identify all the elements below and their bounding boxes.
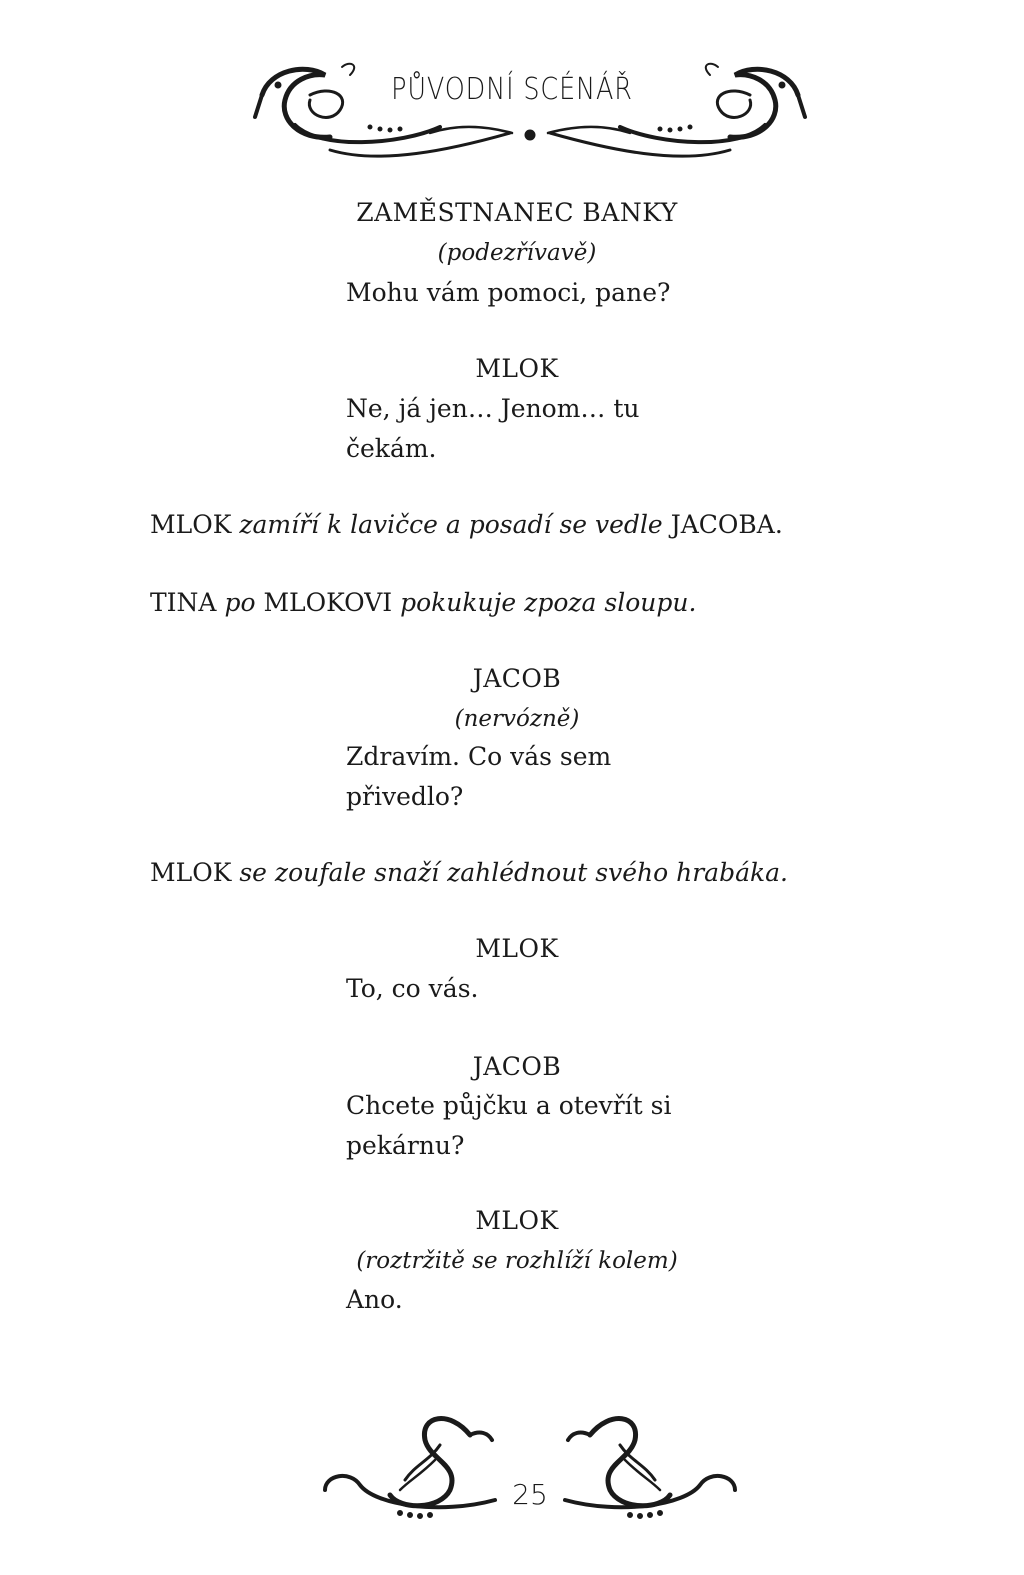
action-character: MLOK [150, 510, 232, 539]
dialogue-line: Mohu vám pomoci, pane? [346, 278, 671, 307]
footer-swan-ornament-icon [320, 1405, 740, 1535]
action-text: zamíří k lavičce a posadí se vedle [239, 510, 663, 539]
action-line [150, 510, 783, 540]
action-line [150, 588, 696, 618]
action-character: MLOKOVI [263, 588, 393, 617]
page-number: 25 [512, 1478, 548, 1511]
dialogue-line: Ne, já jen… Jenom… tu [346, 394, 640, 423]
dialogue-line: Chcete půjčku a otevřít si [346, 1091, 672, 1120]
character-name: MLOK [475, 354, 559, 383]
dialogue-line: Zdravím. Co vás sem [346, 742, 612, 771]
action-character: JACOBA. [670, 510, 783, 539]
parenthetical: (nervózně) [454, 706, 580, 732]
parenthetical: (roztržitě se rozhlíží kolem) [356, 1248, 678, 1274]
parenthetical: (podezřívavě) [437, 240, 597, 266]
dialogue-line: pekárnu? [346, 1131, 465, 1160]
action-character: MLOK [150, 858, 232, 887]
running-header-title: PŮVODNÍ SCÉNÁŘ [391, 72, 633, 107]
character-name: MLOK [475, 1206, 559, 1235]
dialogue-line: To, co vás. [346, 974, 479, 1003]
action-text: pokukuje zpoza sloupu. [400, 588, 697, 617]
action-text: po [224, 588, 256, 617]
character-name: JACOB [472, 664, 562, 693]
action-text: se zoufale snaží zahlédnout svého hrabáka. [239, 858, 788, 887]
character-name: JACOB [472, 1052, 562, 1081]
character-name: ZAMĚSTNANEC BANKY [356, 198, 678, 227]
dialogue-line: Ano. [346, 1285, 403, 1314]
dialogue-line: čekám. [346, 434, 437, 463]
dialogue-line: přivedlo? [346, 782, 464, 811]
action-character: TINA [150, 588, 217, 617]
action-line [150, 858, 788, 888]
character-name: MLOK [475, 934, 559, 963]
